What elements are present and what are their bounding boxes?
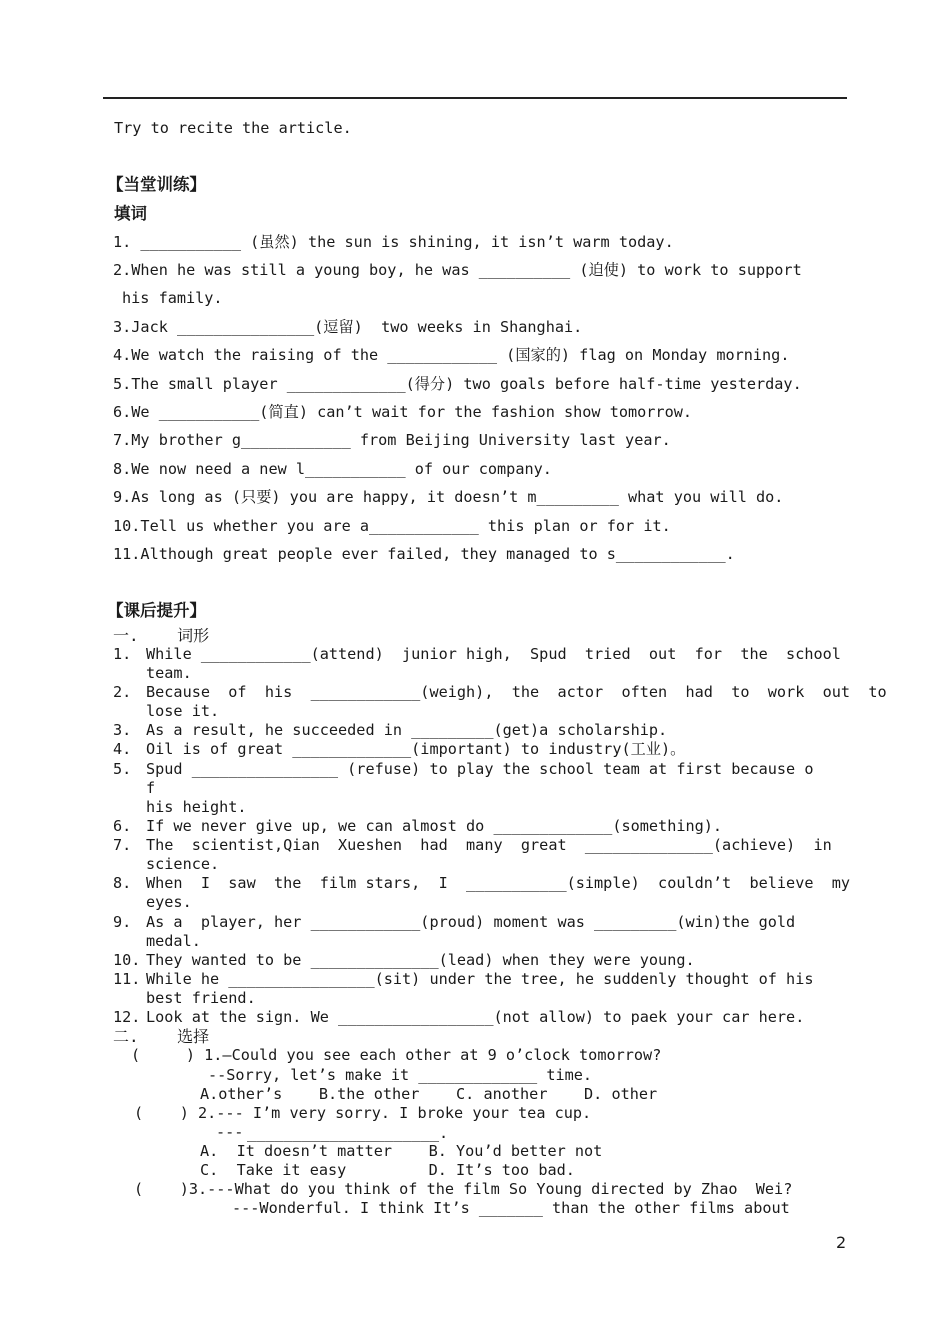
fill-item-1: 1. ___________ (虽然) the sun is shining, it isn’t warm today.	[113, 233, 674, 251]
section-heading-after-class: 【课后提升】	[107, 601, 206, 620]
wf-line: team.	[146, 664, 192, 682]
fill-item-2-cont: his family.	[122, 289, 223, 307]
wf-num: 7.	[113, 836, 132, 854]
wf-line: Spud ________________ (refuse) to play the school team at first because o	[146, 760, 814, 778]
wf-line: While ____________(attend) junior high, Spud tried out for the school	[146, 645, 841, 663]
wf-line: eyes.	[146, 893, 192, 911]
wf-num: 3.	[113, 721, 132, 739]
wf-num: 11.	[113, 970, 141, 988]
subheading-fill-words: 填词	[114, 204, 147, 223]
wf-line: Oil is of great _____________(important) to industry(工业)。	[146, 740, 686, 758]
mc-q1-options: A.other’s B.the other C. another D. other	[200, 1085, 658, 1103]
fill-item-5: 5.The small player _____________(得分) two goals before half-time yesterday.	[113, 375, 802, 393]
wf-line: The scientist,Qian Xueshen had many great ______________(achieve) in	[146, 836, 832, 854]
wf-num: 2.	[113, 683, 132, 701]
wf-line: best friend.	[146, 989, 256, 1007]
fill-item-6: 6.We ___________(简直) can’t wait for the fashion show tomorrow.	[113, 403, 692, 421]
mc-q2-blank: _____________________.	[247, 1124, 449, 1142]
wf-num: 9.	[113, 913, 132, 931]
wf-num: 6.	[113, 817, 132, 835]
mc-q2-stem: ( ) 2.--- I’m very sorry. I broke your tea cup.	[134, 1104, 592, 1122]
wf-num: 5.	[113, 760, 132, 778]
wf-line: science.	[146, 855, 220, 873]
wf-line: As a result, he succeeded in _________(get)a scholarship.	[146, 721, 668, 739]
page-number: 2	[836, 1233, 847, 1252]
wf-line: medal.	[146, 932, 201, 950]
mc-q2-options-2: C. Take it easy D. It’s too bad.	[200, 1161, 575, 1179]
fill-item-4: 4.We watch the raising of the ____________ (国家的) flag on Monday morning.	[113, 346, 790, 364]
wf-line: Because of his ____________(weigh), the actor often had to work out to	[146, 683, 887, 701]
header-rule	[103, 97, 847, 99]
section-heading-practice: 【当堂训练】	[107, 175, 206, 194]
wf-num: 12.	[113, 1008, 141, 1026]
wf-num: 1.	[113, 645, 132, 663]
wf-line: f	[146, 779, 156, 797]
wf-line: As a player, her ____________(proud) moment was _________(win)the gold	[146, 913, 796, 931]
wf-num: 8.	[113, 874, 132, 892]
wf-line: They wanted to be ______________(lead) when they were young.	[146, 951, 695, 969]
fill-item-10: 10.Tell us whether you are a____________ this plan or for it.	[113, 517, 671, 535]
fill-item-9: 9.As long as (只要) you are happy, it doesn’t m_________ what you will do.	[113, 488, 784, 506]
mc-q2-reply: ---	[216, 1123, 244, 1141]
wf-line: When I saw the film stars, I ___________(simple) couldn’t believe my	[146, 874, 851, 892]
wf-line: If we never give up, we can almost do _____________(something).	[146, 817, 723, 835]
mc-q1-reply: --Sorry, let’s make it _____________ time.	[208, 1066, 593, 1084]
wf-num: 4.	[113, 740, 132, 758]
intro-line: Try to recite the article.	[114, 119, 352, 137]
wf-line: While he ________________(sit) under the tree, he suddenly thought of his	[146, 970, 814, 988]
fill-item-11: 11.Although great people ever failed, they managed to s____________.	[113, 545, 735, 563]
fill-item-2: 2.When he was still a young boy, he was __________ (迫使) to work to support	[113, 261, 802, 279]
mc-q2-options-1: A. It doesn’t matter B. You’d better not	[200, 1142, 603, 1160]
part2-label: 二. 选择	[113, 1027, 210, 1046]
mc-q3-reply: ---Wonderful. I think It’s _______ than the other films about	[232, 1199, 790, 1217]
wf-line: his height.	[146, 798, 247, 816]
fill-item-8: 8.We now need a new l___________ of our company.	[113, 460, 552, 478]
wf-line: lose it.	[146, 702, 220, 720]
mc-q1-stem: ( ) 1.—Could you see each other at 9 o’clock tomorrow?	[131, 1046, 662, 1064]
fill-item-3: 3.Jack _______________(逗留) two weeks in Shanghai.	[113, 318, 583, 336]
fill-item-7: 7.My brother g____________ from Beijing University last year.	[113, 431, 671, 449]
wf-num: 10.	[113, 951, 141, 969]
part1-label: 一. 词形	[113, 626, 210, 645]
mc-q3-stem: ( )3.---What do you think of the film So Young directed by Zhao Wei?	[134, 1180, 793, 1198]
wf-line: Look at the sign. We _________________(not allow) to paek your car here.	[146, 1008, 805, 1026]
